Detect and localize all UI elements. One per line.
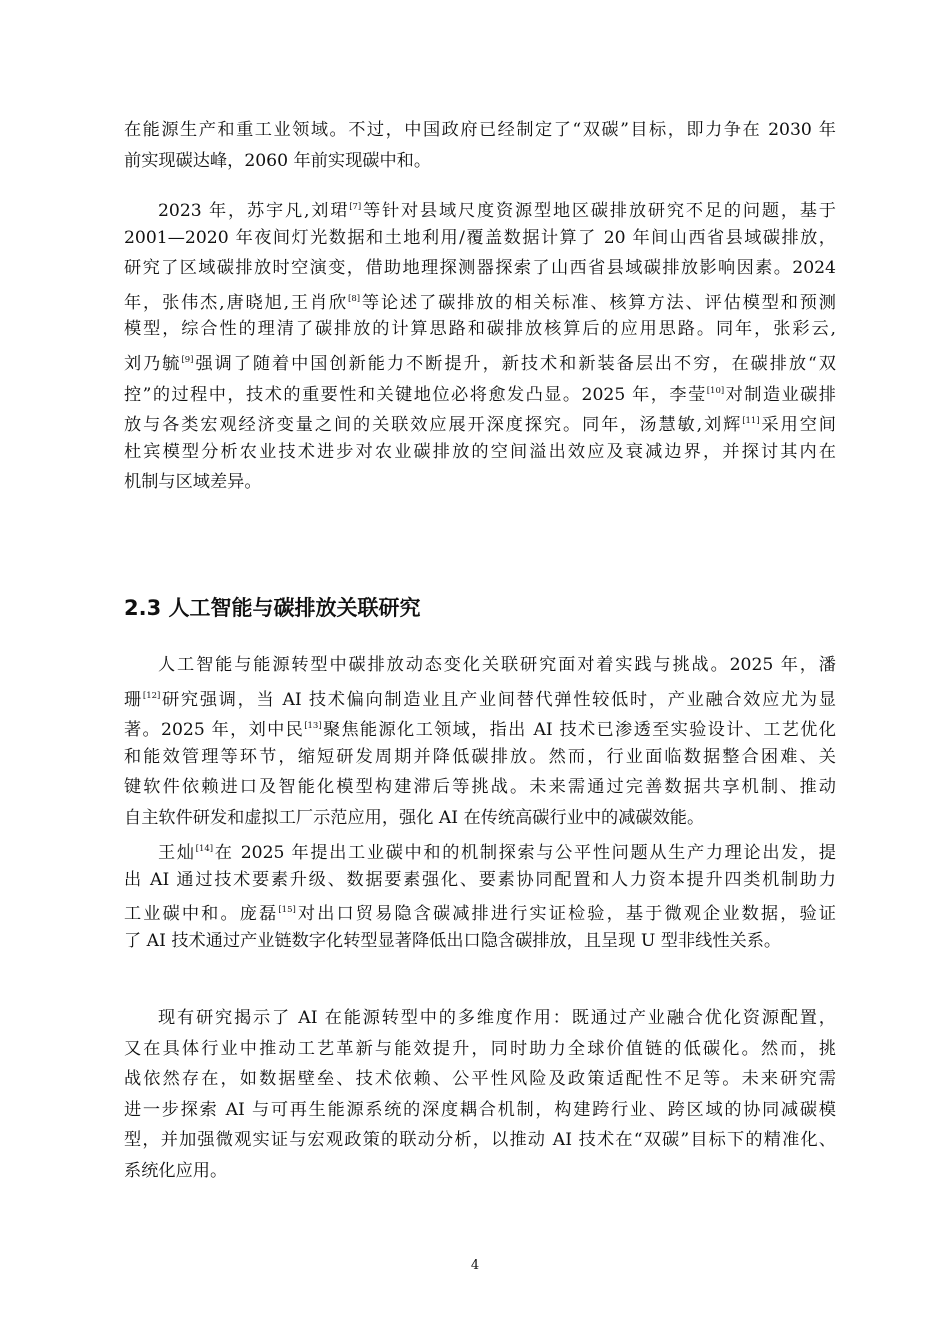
text-segment: 研究了区域碳排放时空演变，借助地理探测器探索了山西省县域碳排放影响因素。2024 <box>124 258 836 279</box>
text-segment: 又在具体行业中推动工艺革新与能效提升，同时助力全球价值链的低碳化。然而，挑 <box>124 1038 836 1059</box>
text-segment: 珊 <box>124 689 143 710</box>
text-line <box>124 711 836 742</box>
text-line <box>124 1156 836 1187</box>
text-segment: 在能源生产和重工业领域。不过，中国政府已经制定了“双碳”目标，即力争在 2030 年 <box>124 120 836 140</box>
text-line <box>124 437 836 468</box>
text-line <box>124 803 836 834</box>
text-segment: 自主软件研发和虚拟工厂示范应用，强化 AI 在传统高碳行业中的减碳效能。 <box>124 807 705 828</box>
text-line <box>124 115 836 146</box>
text-line <box>124 1095 836 1126</box>
text-segment: 2001—2020 年夜间灯光数据和土地利用/覆盖数据计算了 20 年间山西省县域碳排放， <box>124 227 836 248</box>
citation-superscript: [8] <box>348 293 361 304</box>
text-segment: 杜宾模型分析农业技术进步对农业碳排放的空间溢出效应及衰减边界，并探讨其内在 <box>124 441 836 462</box>
text-line <box>124 467 836 498</box>
citation-superscript: [9] <box>181 354 194 365</box>
text-segment: 系统化应用。 <box>124 1160 228 1181</box>
text-segment: 等针对县域尺度资源型地区碳排放研究不足的问题，基于 <box>361 201 836 221</box>
text-segment: 工业碳中和。庞磊 <box>124 904 279 925</box>
text-line <box>124 895 836 926</box>
text-segment: 对制造业碳排 <box>724 384 836 405</box>
text-line <box>124 223 836 254</box>
text-segment: 型，并加强微观实证与宏观政策的联动分析，以推动 AI 技术在“双碳”目标下的精准化、 <box>124 1130 836 1151</box>
text-line <box>124 146 836 177</box>
text-segment: 人工智能与能源转型中碳排放动态变化关联研究面对着实践与挑战。2025 年，潘 <box>158 655 836 675</box>
text-segment: 前实现碳达峰，2060 年前实现碳中和。 <box>124 150 432 171</box>
citation-superscript: [12] <box>142 690 161 701</box>
paragraph <box>124 192 836 498</box>
citation-superscript: [13] <box>304 721 322 732</box>
text-segment: 强调了随着中国创新能力不断提升，新技术和新装备层出不穷，在碳排放“双 <box>193 353 836 374</box>
text-segment: 战依然存在，如数据壁垒、技术依赖、公平性风险及政策适配性不足等。未来研究需 <box>124 1069 836 1090</box>
citation-superscript: [15] <box>278 905 296 916</box>
text-segment: 进一步探索 AI 与可再生能源系统的深度耦合机制，构建跨行业、跨区域的协同减碳模 <box>124 1099 836 1120</box>
text-line <box>124 1034 836 1065</box>
page-number: 4 <box>470 1258 480 1273</box>
text-segment: 控”的过程中，技术的重要性和关键地位必将愈发凸显。2025 年，李莹 <box>124 384 707 405</box>
text-line <box>124 192 836 223</box>
text-segment: 2023 年，苏宇凡,刘珺 <box>158 201 350 221</box>
text-line <box>124 834 836 865</box>
paragraph <box>124 650 836 834</box>
text-segment: 研究强调，当 AI 技术偏向制造业且产业间替代弹性较低时，产业融合效应尤为显 <box>160 689 836 710</box>
text-line <box>124 681 836 712</box>
text-segment: 王灿 <box>158 843 196 863</box>
text-segment: 现有研究揭示了 AI 在能源转型中的多维度作用：既通过产业融合优化资源配置， <box>158 1008 836 1028</box>
text-segment: 和能效管理等环节，缩短研发周期并降低碳排放。然而，行业面临数据整合困难、关 <box>124 746 836 767</box>
text-line <box>124 406 836 437</box>
text-segment: 放与各类宏观经济变量之间的关联效应展开深度探究。同年，汤慧敏,刘辉 <box>124 415 743 436</box>
text-segment: 刘乃毓 <box>124 353 182 374</box>
text-segment: 采用空间 <box>759 415 836 436</box>
text-line <box>124 345 836 376</box>
citation-superscript: [7] <box>349 202 362 212</box>
text-line <box>124 376 836 407</box>
text-segment: 在 2025 年提出工业碳中和的机制探索与公平性问题从生产力理论出发，提 <box>213 843 836 863</box>
text-segment: 对出口贸易隐含碳减排进行实证检验，基于微观企业数据，验证 <box>295 904 836 925</box>
citation-superscript: [10] <box>706 385 725 396</box>
text-line <box>124 1064 836 1095</box>
text-line <box>124 314 836 345</box>
citation-superscript: [11] <box>742 416 760 427</box>
text-line <box>124 1003 836 1034</box>
text-segment: 模型，综合性的理清了碳排放的计算思路和碳排放核算后的应用思路。同年，张彩云, <box>124 319 836 340</box>
paragraph <box>124 1003 836 1187</box>
text-line <box>124 1125 836 1156</box>
text-segment: 键软件依赖进口及智能化模型构建滞后等挑战。未来需通过完善数据共享机制、推动 <box>124 777 836 798</box>
text-segment: 了 AI 技术通过产业链数字化转型显著降低出口隐含碳排放，且呈现 U 型非线性关系。 <box>124 930 782 951</box>
text-line <box>124 772 836 803</box>
text-line <box>124 253 836 284</box>
text-segment: 聚焦能源化工领域，指出 AI 技术已渗透至实验设计、工艺优化 <box>321 720 836 741</box>
text-line <box>124 926 836 957</box>
citation-superscript: [14] <box>195 844 214 854</box>
text-line <box>124 650 836 681</box>
section-heading: 2.3 人工智能与碳排放关联研究 <box>124 596 421 620</box>
text-line <box>124 865 836 896</box>
text-segment: 出 AI 通过技术要素升级、数据要素强化、要素协同配置和人力资本提升四类机制助力 <box>124 869 836 890</box>
text-segment: 年，张伟杰,唐晓旭,王肖欣 <box>124 292 349 313</box>
paragraph <box>124 115 836 176</box>
paragraph <box>124 834 836 956</box>
text-line <box>124 284 836 315</box>
text-segment: 机制与区域差异。 <box>124 472 262 493</box>
text-segment: 著。2025 年，刘中民 <box>124 720 305 741</box>
text-segment: 等论述了碳排放的相关标准、核算方法、评估模型和预测 <box>360 292 836 313</box>
text-line <box>124 742 836 773</box>
